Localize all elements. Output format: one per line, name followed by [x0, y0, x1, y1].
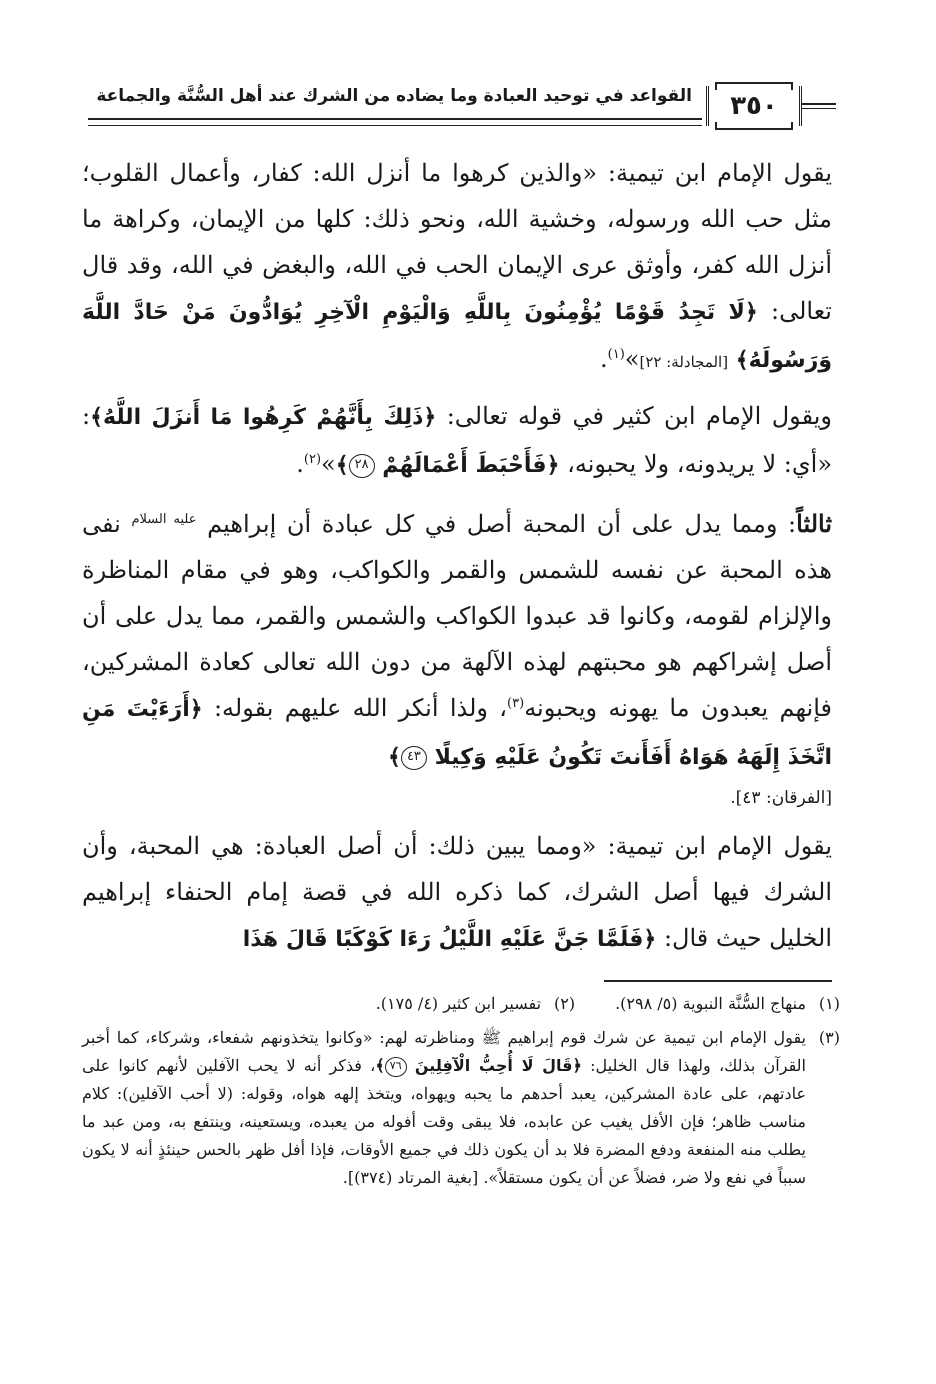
verse-reference: [الفرقان: ٤٣]. [730, 788, 832, 808]
paragraph-ibn-taymiyya-2: يقول الإمام ابن تيمية: «ومما يبين ذلك: أن أصل العبادة: هي المحبة، وأن الشرك فيها أصل الشرك، كما ذكره الله في قصة إمام الحنفاء إبراهيم الخليل حيث قال: ﴿فَلَمَّا جَنَّ عَلَيْهِ اللَّيْلُ رَءَا كَوْكَبًا قَالَ هَذَا [82, 832, 832, 952]
paragraph-ibn-taymiyya-1: يقول الإمام ابن تيمية: «والذين كرهوا ما أنزل الله: كفار، وأعمال القلوب؛ مثل حب الله ورسوله، وخشية الله، ونحو ذلك: كلها من الإيمان، وكراهة ما أنزل الله كفر، وأوثق عرى الإيمان الحب في الله، والبغض في الله، وقد قال تعالى: ﴿لَا تَجِدُ قَوْمًا يُؤْمِنُونَ بِاللَّهِ وَالْيَوْمِ الْآخِرِ يُوَادُّونَ مَنْ حَادَّ اللَّهَ وَرَسُولَهُ﴾ [المجادلة: ٢٢]»$^{(١)}$. [82, 159, 832, 373]
footnote-3: (٣) يقول الإمام ابن تيمية عن شرك قوم إبراهيم ﷺ ومناظرته لهم: «وكانوا يتخذونهم شفعاء، وشركاء، كما أخبر القرآن بذلك، ولهذا قال الخليل: ﴿قَالَ لَا أُحِبُّ الْآفِلِينَ ٧٦﴾، فذكر أنه لا يحب الآفلين لأنهم كانوا على عادتهم، على عادة المشركين، يعبد أحدهم ما يحبه ويهواه، ويتخذ إلهه هواه، وقوله: (لا أحب الآفلين): كلام مناسب ظاهر؛ فإن الأفل يغيب عن عابده، فلا يبقى وقت أفوله من يعبده، ويستعينه، وينتفع به، ومن عبد ما يطلب منه المنفعة ودفع المضرة فلا بد أن يكون ذلك في جميع الأوقات، فإذا أفل ظهر بالحس حينئذٍ أنه لا يكون سبباً في نفع ولا ضر، فضلاً عن أن يكون مستقلاً». [بغية المرتاد (٣٧٤)]. [82, 1028, 840, 1187]
footnote-2: (٢) تفسير ابن كثير (٤/ ١٧٥). [375, 994, 576, 1013]
footnote-mark: (١) [607, 347, 625, 362]
header-rule-right [802, 103, 836, 109]
honorific-icon: عليه السلام [131, 512, 197, 527]
quran-verse: ﴿فَلَمَّا جَنَّ عَلَيْهِ اللَّيْلُ رَءَا كَوْكَبًا قَالَ هَذَا [242, 927, 657, 952]
ayah-number-icon: ٧٦ [385, 1057, 407, 1077]
quran-verse: ﴿أَرَءَيْتَ مَنِ اتَّخَذَ إِلَهَهُ هَوَاهُ أَفَأَنتَ تَكُونُ عَلَيْهِ وَكِيلًا [82, 697, 832, 770]
section-lead: ثالثاً [796, 509, 833, 538]
paragraph-thirdly: ثالثاً: ومما يدل على أن المحبة أصل في كل عبادة أن إبراهيم $^{عليه السلام}$ نفى هذه المحبة عن نفسه للشمس والقمر والكواكب، وهو في مقام المناظرة والإلزام لقومه، وكانوا قد عبدوا الكواكب والشمس والقمر، مما يدل على أن أصل إشراكهم هو محبتهم لهذه الآلهة من دون الله تعالى كعادة المشركين، فإنهم يعبدون ما يهونه ويحبونه$^{(٣)}$، ولذا أنكر الله عليهم بقوله: ﴿أَرَءَيْتَ مَنِ اتَّخَذَ إِلَهَهُ هَوَاهُ أَفَأَنتَ تَكُونُ عَلَيْهِ وَكِيلًا ٤٣﴾ [82, 509, 833, 770]
verse-reference: [المجادلة: ٢٢] [639, 353, 729, 371]
footnote-separator [604, 980, 832, 982]
quran-verse: ﴿قَالَ لَا أُحِبُّ الْآفِلِينَ [414, 1056, 582, 1075]
quran-verse: ﴿ذَلِكَ بِأَنَّهُمْ كَرِهُوا مَا أَنزَلَ اللَّهُ﴾ [90, 405, 437, 430]
running-title: القواعد في توحيد العبادة وما يضاده من الشرك عند أهل السُّنَّة والجماعة [96, 86, 692, 106]
ayah-number-icon: ٤٣ [401, 746, 427, 770]
main-text [82, 150, 832, 963]
quran-verse: ﴿فَأَحْبَطَ أَعْمَالَهُمْ [382, 453, 560, 478]
paragraph-ibn-kathir: ويقول الإمام ابن كثير في قوله تعالى: ﴿ذَلِكَ بِأَنَّهُمْ كَرِهُوا مَا أَنزَلَ اللَّهُ﴾: «أي: لا يريدونه، ولا يحبونه، ﴿فَأَحْبَطَ أَعْمَالَهُمْ ٢٨﴾»$^{(٢)}$. [82, 402, 832, 478]
footnotes [82, 990, 840, 1192]
footnote-mark: (٢) [303, 452, 322, 467]
footnote-1: (١) منهاج السُّنَّة النبوية (٥/ ٢٩٨). [615, 994, 840, 1013]
page-number: ٣٥٠ [730, 91, 778, 121]
header-rule [88, 118, 702, 126]
footnote-mark: (٣) [507, 696, 525, 711]
ayah-number-icon: ٢٨ [349, 454, 375, 478]
page-header [88, 80, 836, 132]
page-number-frame [706, 86, 802, 126]
header-title-area [88, 80, 702, 132]
quran-verse: ﴿لَا تَجِدُ قَوْمًا يُؤْمِنُونَ بِاللَّهِ وَالْيَوْمِ الْآخِرِ يُوَادُّونَ مَنْ حَادَّ اللَّهَ وَرَسُولَهُ﴾ [82, 300, 832, 373]
